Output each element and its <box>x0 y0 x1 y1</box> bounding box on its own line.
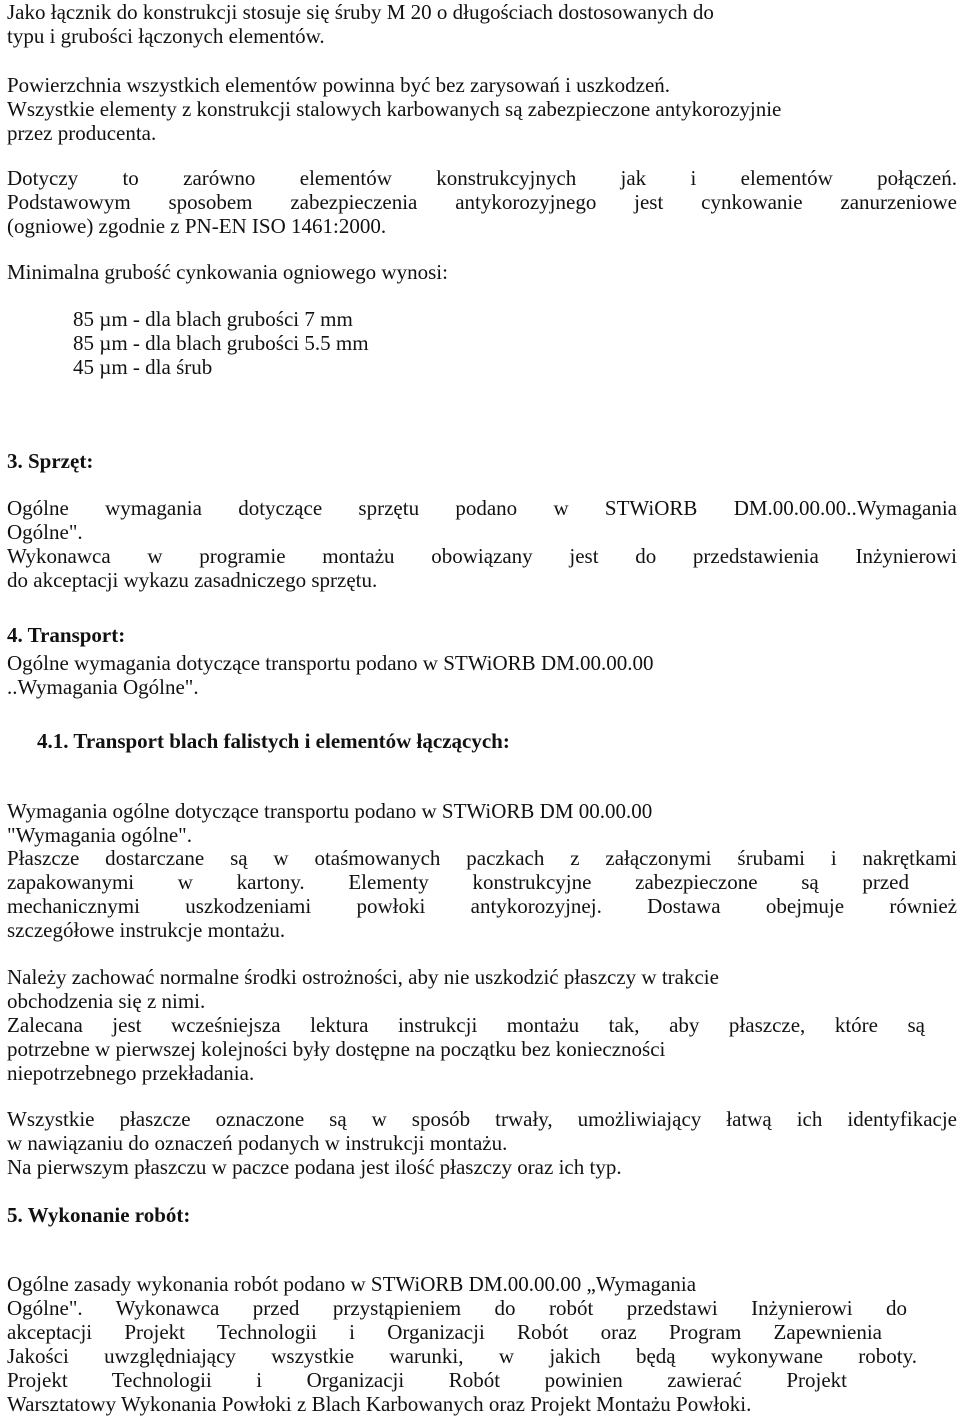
paragraph-line: przez producenta. <box>7 121 157 145</box>
section-heading: 4. Transport: <box>7 623 126 647</box>
paragraph-line: Jakości uwzględniający wszystkie warunki, w jakich będą wykonywane roboty. <box>7 1344 917 1368</box>
paragraph-line: Projekt Technologii i Organizacji Robót powinien zawierać Projekt <box>7 1368 847 1392</box>
paragraph-line: do akceptacji wykazu zasadniczego sprzętu. <box>7 568 378 592</box>
paragraph-line: Ogólne zasady wykonania robót podano w STWiORB DM.00.00.00 „Wymagania <box>7 1272 697 1296</box>
paragraph-line: Warsztatowy Wykonania Powłoki z Blach Karbowanych oraz Projekt Montażu Powłoki. <box>7 1392 752 1416</box>
paragraph-line: Ogólne wymagania dotyczące sprzętu podano w STWiORB DM.00.00.00..Wymagania <box>7 496 957 520</box>
paragraph-line: Ogólne". <box>7 520 83 544</box>
paragraph-line: Należy zachować normalne środki ostrożności, aby nie uszkodzić płaszczy w trakcie <box>7 965 719 989</box>
list-item: 85 µm - dla blach grubości 5.5 mm <box>73 331 369 355</box>
paragraph-line: ..Wymagania Ogólne". <box>7 675 199 699</box>
paragraph-line: "Wymagania ogólne". <box>7 823 192 847</box>
paragraph-line: Powierzchnia wszystkich elementów powinna być bez zarysowań i uszkodzeń. <box>7 73 671 97</box>
paragraph-line: obchodzenia się z nimi. <box>7 989 206 1013</box>
paragraph-line: Zalecana jest wcześniejsza lektura instrukcji montażu tak, aby płaszcze, które są <box>7 1013 925 1037</box>
subsection-heading: 4.1. Transport blach falistych i elementów łączących: <box>37 729 510 753</box>
paragraph-line: typu i grubości łączonych elementów. <box>7 24 325 48</box>
paragraph-line: niepotrzebnego przekładania. <box>7 1061 255 1085</box>
list-item: 85 µm - dla blach grubości 7 mm <box>73 307 353 331</box>
paragraph-line: w nawiązaniu do oznaczeń podanych w instrukcji montażu. <box>7 1131 508 1155</box>
paragraph-line: Minimalna grubość cynkowania ogniowego wynosi: <box>7 260 448 284</box>
paragraph-line: Na pierwszym płaszczu w paczce podana jest ilość płaszczy oraz ich typ. <box>7 1155 622 1179</box>
paragraph-line: szczegółowe instrukcje montażu. <box>7 918 286 942</box>
paragraph-line: Wykonawca w programie montażu obowiązany jest do przedstawienia Inżynierowi <box>7 544 957 568</box>
paragraph-line: Wszystkie elementy z konstrukcji stalowych karbowanych są zabezpieczone antykorozyjnie <box>7 97 782 121</box>
paragraph-line: zapakowanymi w kartony. Elementy konstrukcyjne zabezpieczone są przed <box>7 870 909 894</box>
paragraph-line: mechanicznymi uszkodzeniami powłoki antykorozyjnej. Dostawa obejmuje również <box>7 894 957 918</box>
paragraph-line: Dotyczy to zarówno elementów konstrukcyjnych jak i elementów połączeń. <box>7 166 957 190</box>
section-heading: 5. Wykonanie robót: <box>7 1203 191 1227</box>
paragraph-line: (ogniowe) zgodnie z PN-EN ISO 1461:2000. <box>7 214 387 238</box>
paragraph-line: akceptacji Projekt Technologii i Organizacji Robót oraz Program Zapewnienia <box>7 1320 882 1344</box>
paragraph-line: Podstawowym sposobem zabezpieczenia antykorozyjnego jest cynkowanie zanurzeniowe <box>7 190 957 214</box>
paragraph-line: Wszystkie płaszcze oznaczone są w sposób trwały, umożliwiający łatwą ich identyfikacje <box>7 1107 957 1131</box>
paragraph-line: Jako łącznik do konstrukcji stosuje się śruby M 20 o długościach dostosowanych do <box>7 0 714 24</box>
section-heading: 3. Sprzęt: <box>7 449 94 473</box>
paragraph-line: Ogólne wymagania dotyczące transportu podano w STWiORB DM.00.00.00 <box>7 651 654 675</box>
list-item: 45 µm - dla śrub <box>73 355 213 379</box>
paragraph-line: Ogólne". Wykonawca przed przystąpieniem do robót przedstawi Inżynierowi do <box>7 1296 907 1320</box>
paragraph-line: potrzebne w pierwszej kolejności były dostępne na początku bez konieczności <box>7 1037 666 1061</box>
paragraph-line: Płaszcze dostarczane są w otaśmowanych paczkach z załączonymi śrubami i nakrętkami <box>7 846 957 870</box>
paragraph-line: Wymagania ogólne dotyczące transportu podano w STWiORB DM 00.00.00 <box>7 799 653 823</box>
